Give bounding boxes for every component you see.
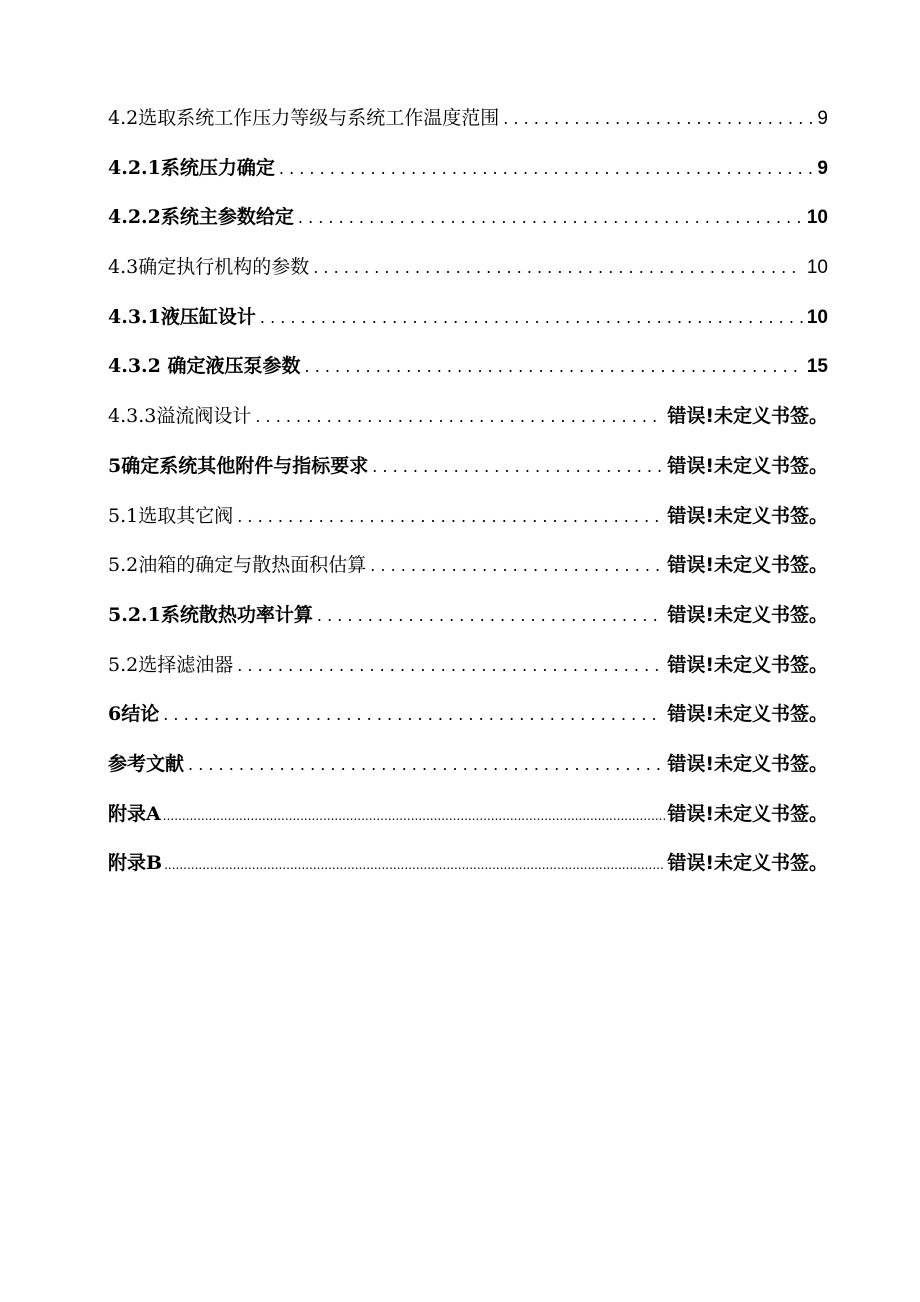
toc-entry[interactable] [108,749,828,799]
toc-entry[interactable] [108,401,828,451]
toc-entry[interactable] [108,799,828,849]
toc-entry-title: 5.1选取其它阀 [108,504,234,527]
toc-entry[interactable] [108,848,828,898]
toc-leader-dots [188,750,663,780]
toc-entry-title: 4.2.2系统主参数给定 [108,206,294,229]
toc-entry[interactable] [108,550,828,600]
toc-entry[interactable] [108,153,828,203]
toc-entry[interactable] [108,103,828,153]
toc-entry-page: 10 [806,257,828,279]
toc-entry-page-error: 错误!未定义书签。 [667,504,828,527]
toc-leader-dots [237,502,663,532]
toc-entry[interactable] [108,302,828,352]
toc-entry[interactable] [108,600,828,650]
toc-entry-title: 6结论 [108,703,160,726]
toc-entry-title: 5.2选择滤油器 [108,653,234,676]
toc-entry-page-error: 错误!未定义书签。 [667,405,828,428]
toc-entry-title: 参考文献 [108,752,185,775]
toc-entry-page-error: 错误!未定义书签。 [667,703,828,726]
toc-leader-dots [164,850,665,880]
toc-entry[interactable] [108,650,828,700]
toc-entry-title: 4.3.3溢流阀设计 [108,405,252,428]
toc-entry-page-error: 错误!未定义书签。 [667,852,828,875]
toc-entry-title: 4.2选取系统工作压力等级与系统工作温度范围 [108,107,500,129]
toc-entry-page: 10 [806,306,828,328]
toc-leader-dots [317,601,663,631]
toc-entry-page-error: 错误!未定义书签。 [667,653,828,676]
toc-leader-dots [305,352,803,382]
toc-leader-dots [503,104,813,134]
toc-leader-dots [279,154,814,184]
toc-entry-page-error: 错误!未定义书签。 [667,603,828,626]
toc-entry-page-error: 错误!未定义书签。 [667,802,828,825]
toc-entry-page: 9 [817,108,828,129]
toc-leader-dots [260,303,803,333]
toc-leader-dots [372,452,663,482]
toc-leader-dots [163,700,663,730]
toc-entry-title: 4.3.2 确定液压泵参数 [108,355,301,378]
toc-entry[interactable] [108,351,828,401]
toc-leader-dots [313,253,803,283]
toc-entry-title: 4.2.1系统压力确定 [108,156,275,179]
toc-entry-title: 5确定系统其他附件与指标要求 [108,454,369,477]
toc-entry-page-error: 错误!未定义书签。 [667,752,828,775]
toc-entry[interactable] [108,451,828,501]
toc-entry[interactable] [108,501,828,551]
toc-entry[interactable] [108,252,828,302]
toc-entry-page: 9 [817,157,828,179]
toc-entry[interactable] [108,699,828,749]
table-of-contents [108,103,828,898]
toc-leader-dots [370,551,663,581]
toc-entry-title: 4.3.1液压缸设计 [108,305,256,328]
toc-entry-title: 5.2.1系统散热功率计算 [108,603,313,626]
toc-leader-dots [163,801,666,831]
toc-leader-dots [237,651,663,681]
toc-entry-title: 5.2油箱的确定与散热面积估算 [108,554,367,577]
toc-entry[interactable] [108,202,828,252]
toc-entry-title: 附录B [108,852,163,875]
toc-entry-page: 10 [806,207,828,229]
toc-entry-title: 4.3确定执行机构的参数 [108,256,310,279]
toc-leader-dots [255,402,663,432]
toc-entry-page: 15 [806,356,828,378]
toc-entry-page-error: 错误!未定义书签。 [667,554,828,577]
toc-entry-title: 附录A [108,802,161,825]
toc-leader-dots [298,203,803,233]
toc-entry-page-error: 错误!未定义书签。 [667,454,828,477]
